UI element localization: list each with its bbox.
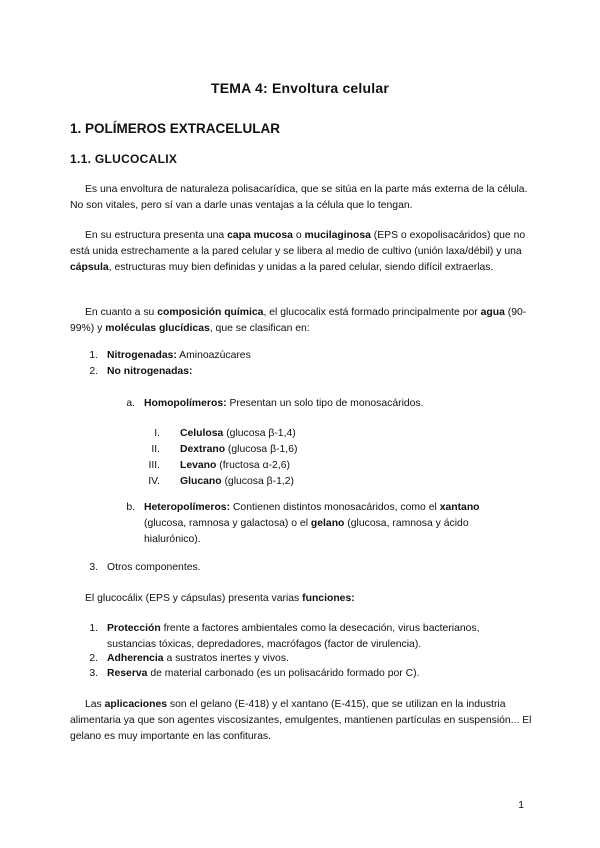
text-span: (glucosa, ramnosa y ácido hialurónico). <box>144 518 469 545</box>
list-number: 1. <box>89 623 98 634</box>
text-span: (fructosa α-2,6) <box>216 460 290 471</box>
text-span: (glucosa β-1,6) <box>225 444 298 455</box>
bold-term: gelano <box>310 518 345 529</box>
text-span: frente a factores ambientales como la desecación, virus bacterianos, sustancias tóxicas, depredadores, macrófagos (factor de virulencia). <box>107 623 480 650</box>
roman-number: III. <box>148 460 160 471</box>
text-span: (glucosa, ramnosa y galactosa) o el <box>144 518 311 529</box>
bold-term: Adherencia <box>107 653 164 664</box>
bold-term: Levano <box>180 460 217 471</box>
bold-term: Protección <box>107 623 161 634</box>
list-number: 2. <box>89 653 98 664</box>
text-span: , que se clasifican en: <box>209 323 310 334</box>
text-span: (glucosa β-1,4) <box>223 428 296 439</box>
paragraph-composition <box>70 305 535 337</box>
text-span: a sustratos inertes y vivos. <box>163 653 289 664</box>
list-number: 1. <box>89 350 98 361</box>
section-heading: 1. POLÍMEROS EXTRACELULAR <box>70 121 281 136</box>
list-number: 3. <box>89 562 98 573</box>
bold-term: Heteropolímeros: <box>144 502 231 513</box>
bold-term: mucilaginosa <box>304 230 371 241</box>
bold-term: Nitrogenadas: <box>107 350 177 361</box>
paragraph-structure <box>70 228 535 276</box>
text-span: En su estructura presenta una <box>85 230 228 241</box>
list-letter: a. <box>126 398 135 409</box>
text-span: El glucocálix (EPS y cápsulas) presenta varias <box>85 593 303 604</box>
roman-number: IV. <box>148 476 160 487</box>
text-span: (glucosa β-1,2) <box>221 476 294 487</box>
bold-term: Reserva <box>107 668 148 679</box>
bold-term: composición química <box>157 307 264 318</box>
list-letter: b. <box>126 502 135 513</box>
bold-term: Glucano <box>180 476 222 487</box>
bold-term: agua <box>480 307 505 318</box>
text-span: Presentan un solo tipo de monosacáridos. <box>226 398 424 409</box>
text-span: de material carbonado (es un polisacárido formado por C). <box>147 668 420 679</box>
text-span: , estructuras muy bien definidas y unidas a la pared celular, siendo difícil extraerlas. <box>108 262 494 273</box>
text-span: Aminoazúcares <box>176 350 251 361</box>
paragraph-functions <box>70 591 535 607</box>
text-span: son el gelano (E-418) y el xantano (E-415), que se utilizan en la industria alimentaria ya que son agentes viscosizantes, emulgentes, mantienen partículas en suspensión... El gelano es muy importante en las confituras. <box>70 699 532 742</box>
bold-term: capa mucosa <box>227 230 293 241</box>
roman-number: II. <box>151 444 160 455</box>
bold-term: Celulosa <box>180 428 224 439</box>
bold-term: Dextrano <box>180 444 226 455</box>
page-title: TEMA 4: Envoltura celular <box>211 80 389 96</box>
text-span: Otros componentes. <box>107 562 201 573</box>
roman-number: I. <box>154 428 160 439</box>
bold-term: Homopolímeros: <box>144 398 227 409</box>
bold-term: No nitrogenadas: <box>107 366 193 377</box>
subsection-heading: 1.1. GLUCOCALIX <box>70 152 178 166</box>
text-span: o <box>292 230 305 241</box>
list-number: 2. <box>89 366 98 377</box>
text-span: Las <box>85 699 105 710</box>
bold-term: cápsula <box>70 262 109 273</box>
page-number: 1 <box>518 800 524 811</box>
bold-term: xantano <box>439 502 480 513</box>
text-span: Contienen distintos monosacáridos, como el <box>230 502 440 513</box>
list-number: 3. <box>89 668 98 679</box>
bold-term: funciones: <box>302 593 355 604</box>
paragraph-intro: Es una envoltura de naturaleza polisacarídica, que se sitúa en la parte más externa de la célula. No son vitales, pero sí van a darle unas ventajas a la célula que lo tengan. <box>70 184 528 211</box>
paragraph-applications <box>70 697 535 745</box>
text-span: (90-99%) y <box>70 307 527 334</box>
bold-term: moléculas glucídicas <box>105 323 210 334</box>
text-span: (EPS o exopolisacáridos) que no está unida estrechamente a la pared celular y se libera al medio de cultivo (unión laxa/débil) y una <box>70 230 526 257</box>
bold-term: aplicaciones <box>104 699 168 710</box>
text-span: En cuanto a su <box>85 307 158 318</box>
text-span: , el glucocalix está formado principalmente por <box>263 307 481 318</box>
